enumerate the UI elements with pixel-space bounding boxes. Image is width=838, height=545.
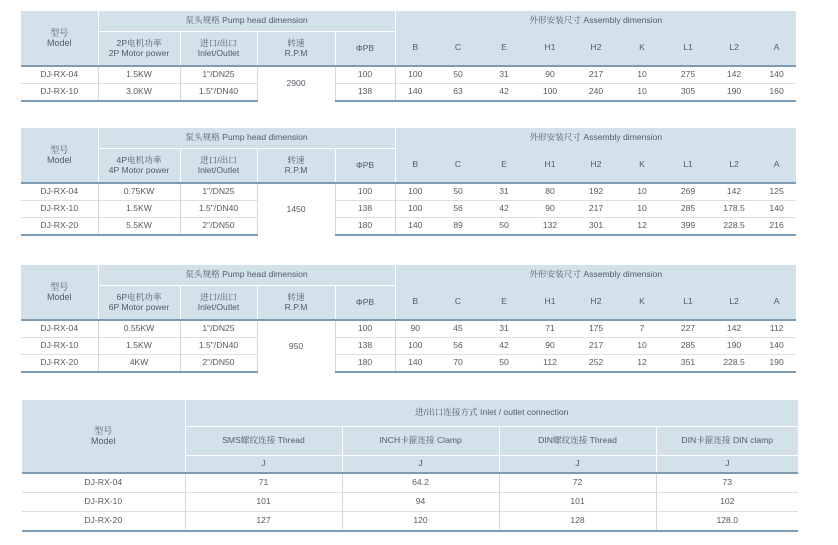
dim-header: ΦPB (335, 32, 395, 67)
motor-power-cn: 6P电机功率 (116, 291, 162, 302)
cell-value: 90 (395, 320, 435, 338)
inlet-cn: 进口/出口 (200, 37, 237, 48)
pump-head-title: 泵头规格 Pump head dimension (98, 265, 395, 286)
dim-header: ΦPB (335, 149, 395, 184)
cell-value: 7 (619, 320, 665, 338)
cell-value: 142 (711, 66, 757, 84)
dim-header: L2 (711, 149, 757, 184)
cell-value: 216 (757, 218, 796, 236)
cell-value: 175 (573, 320, 619, 338)
cell-value: 90 (527, 338, 573, 355)
cell-value: 100 (335, 183, 395, 201)
cell-model: DJ-RX-04 (21, 66, 98, 84)
table-row (21, 201, 796, 218)
motor-power-header (98, 286, 180, 321)
cell-value: 42 (481, 84, 527, 102)
cell-inlet: 1"/DN25 (180, 183, 257, 201)
dim-header: E (481, 286, 527, 321)
dim-header: L2 (711, 32, 757, 67)
cell-value: 180 (335, 218, 395, 236)
cell-value: 10 (619, 66, 665, 84)
cell-value: 100 (395, 66, 435, 84)
cell-value: 10 (619, 183, 665, 201)
cell-value: 140 (757, 338, 796, 355)
cell-model: DJ-RX-04 (22, 473, 185, 493)
cell-value: 73 (656, 473, 798, 493)
cell-model: DJ-RX-20 (22, 512, 185, 532)
cell-value: 56 (435, 201, 481, 218)
table-row (21, 218, 796, 236)
cell-value: 190 (711, 338, 757, 355)
cell-inlet: 1.5"/DN40 (180, 338, 257, 355)
motor-power-en: 2P Motor power (108, 47, 170, 58)
dim-header: K (619, 286, 665, 321)
cell-value: 217 (573, 66, 619, 84)
dim-header: A (757, 149, 796, 184)
cell-inlet: 1.5"/DN40 (180, 201, 257, 218)
cell-value: 192 (573, 183, 619, 201)
cell-value: 112 (757, 320, 796, 338)
inlet-en: Inlet/Outlet (197, 301, 240, 312)
cell-value: 12 (619, 218, 665, 236)
cell-value: 128 (499, 512, 656, 532)
table-row (22, 512, 798, 532)
cell-value: 228.5 (711, 218, 757, 236)
model-label-en: Model (46, 155, 72, 165)
cell-inlet: 2"/DN50 (180, 355, 257, 373)
table-row (21, 66, 796, 84)
cell-value: 100 (395, 183, 435, 201)
model-label-en: Model (46, 38, 72, 48)
dim-header: E (481, 149, 527, 184)
cell-value: 72 (499, 473, 656, 493)
cell-value: 100 (395, 338, 435, 355)
motor-power-header (98, 149, 180, 184)
dim-header: E (481, 32, 527, 67)
speed-cn: 转速 (287, 154, 305, 165)
cell-value: 269 (665, 183, 711, 201)
cell-inlet: 1.5"/DN40 (180, 84, 257, 102)
cell-value: 142 (711, 183, 757, 201)
motor-dimension-table (21, 128, 796, 236)
model-label-cn: 型号 (50, 281, 69, 292)
cell-model: DJ-RX-20 (21, 355, 98, 373)
connection-unit: J (656, 456, 798, 474)
table-row (22, 473, 798, 493)
speed-en: R.P.M (284, 301, 308, 312)
cell-value: 227 (665, 320, 711, 338)
cell-value: 125 (757, 183, 796, 201)
dim-header: K (619, 32, 665, 67)
dim-header: B (395, 32, 435, 67)
dim-header: H2 (573, 149, 619, 184)
cell-inlet: 1"/DN25 (180, 66, 257, 84)
cell-power: 1.5KW (98, 338, 180, 355)
cell-value: 64.2 (342, 473, 499, 493)
model-label-cn: 型号 (50, 27, 69, 38)
cell-value: 160 (757, 84, 796, 102)
dim-header: L1 (665, 32, 711, 67)
cell-value: 127 (185, 512, 342, 532)
connection-unit: J (499, 456, 656, 474)
dim-header: L1 (665, 286, 711, 321)
cell-model: DJ-RX-10 (21, 338, 98, 355)
cell-value: 56 (435, 338, 481, 355)
cell-value: 101 (185, 493, 342, 512)
connection-col-din-clamp: DIN卡箍连接 DIN clamp (656, 427, 798, 456)
connection-model-cn: 型号 (94, 425, 113, 436)
dim-header: H1 (527, 32, 573, 67)
cell-model: DJ-RX-04 (21, 320, 98, 338)
cell-value: 80 (527, 183, 573, 201)
cell-value: 142 (711, 320, 757, 338)
connection-col-din-thread: DIN螺纹连接 Thread (499, 427, 656, 456)
speed-cn: 转速 (287, 37, 305, 48)
cell-value: 305 (665, 84, 711, 102)
cell-value: 351 (665, 355, 711, 373)
cell-model: DJ-RX-10 (21, 84, 98, 102)
cell-value: 31 (481, 183, 527, 201)
cell-value: 138 (335, 338, 395, 355)
pump-head-title: 泵头规格 Pump head dimension (98, 128, 395, 149)
cell-value: 70 (435, 355, 481, 373)
cell-value: 50 (481, 218, 527, 236)
cell-value: 42 (481, 338, 527, 355)
cell-value: 132 (527, 218, 573, 236)
cell-value: 112 (527, 355, 573, 373)
dim-header: H2 (573, 32, 619, 67)
cell-value: 140 (395, 218, 435, 236)
connection-model-header (22, 400, 185, 473)
connection-title: 进/出口连接方式 Inlet / outlet connection (185, 400, 798, 427)
connection-table (22, 400, 798, 532)
cell-value: 31 (481, 320, 527, 338)
dim-header: C (435, 286, 481, 321)
cell-value: 128.0 (656, 512, 798, 532)
motor-dimension-table (21, 265, 796, 373)
dim-header: H1 (527, 286, 573, 321)
speed-en: R.P.M (284, 164, 308, 175)
table-row (21, 320, 796, 338)
cell-power: 1.5KW (98, 66, 180, 84)
cell-power: 3.0KW (98, 84, 180, 102)
motor-power-cn: 2P电机功率 (116, 37, 162, 48)
assembly-title: 外形安装尺寸 Assembly dimension (395, 11, 796, 32)
speed-header (257, 32, 335, 67)
cell-value: 42 (481, 201, 527, 218)
inlet-cn: 进口/出口 (200, 291, 237, 302)
inlet-outlet-header (180, 286, 257, 321)
model-header (21, 128, 98, 183)
dim-header: L2 (711, 286, 757, 321)
cell-value: 45 (435, 320, 481, 338)
cell-model: DJ-RX-20 (21, 218, 98, 236)
speed-header (257, 286, 335, 321)
cell-value: 120 (342, 512, 499, 532)
dim-header: L1 (665, 149, 711, 184)
cell-value: 217 (573, 201, 619, 218)
cell-power: 4KW (98, 355, 180, 373)
cell-value: 301 (573, 218, 619, 236)
cell-rpm: 950 (257, 320, 335, 372)
connection-unit: J (342, 456, 499, 474)
cell-value: 102 (656, 493, 798, 512)
pump-head-title: 泵头规格 Pump head dimension (98, 11, 395, 32)
cell-value: 10 (619, 201, 665, 218)
motor-dimension-table (21, 11, 796, 102)
dim-header: C (435, 32, 481, 67)
speed-en: R.P.M (284, 47, 308, 58)
cell-inlet: 2"/DN50 (180, 218, 257, 236)
motor-power-cn: 4P电机功率 (116, 154, 162, 165)
cell-value: 178.5 (711, 201, 757, 218)
cell-value: 275 (665, 66, 711, 84)
dim-header: A (757, 32, 796, 67)
cell-power: 1.5KW (98, 201, 180, 218)
model-header (21, 11, 98, 66)
cell-value: 12 (619, 355, 665, 373)
cell-value: 140 (395, 84, 435, 102)
cell-value: 285 (665, 338, 711, 355)
cell-model: DJ-RX-10 (22, 493, 185, 512)
cell-rpm: 2900 (257, 66, 335, 101)
cell-value: 89 (435, 218, 481, 236)
inlet-en: Inlet/Outlet (197, 164, 240, 175)
cell-value: 90 (527, 201, 573, 218)
cell-value: 101 (499, 493, 656, 512)
speed-header (257, 149, 335, 184)
connection-model-en: Model (90, 436, 116, 446)
cell-value: 10 (619, 84, 665, 102)
cell-value: 100 (335, 320, 395, 338)
cell-value: 71 (185, 473, 342, 493)
cell-value: 71 (527, 320, 573, 338)
cell-value: 10 (619, 338, 665, 355)
table-row (21, 84, 796, 102)
assembly-title: 外形安装尺寸 Assembly dimension (395, 128, 796, 149)
cell-power: 0.55KW (98, 320, 180, 338)
cell-model: DJ-RX-10 (21, 201, 98, 218)
cell-value: 228.5 (711, 355, 757, 373)
cell-value: 50 (435, 66, 481, 84)
cell-value: 90 (527, 66, 573, 84)
cell-model: DJ-RX-04 (21, 183, 98, 201)
cell-value: 63 (435, 84, 481, 102)
assembly-title: 外形安装尺寸 Assembly dimension (395, 265, 796, 286)
inlet-cn: 进口/出口 (200, 154, 237, 165)
dim-header: A (757, 286, 796, 321)
dim-header: ΦPB (335, 286, 395, 321)
cell-value: 240 (573, 84, 619, 102)
dim-header: B (395, 149, 435, 184)
table-row (21, 183, 796, 201)
table-row (21, 338, 796, 355)
cell-inlet: 1"/DN25 (180, 320, 257, 338)
cell-value: 100 (527, 84, 573, 102)
cell-value: 138 (335, 84, 395, 102)
cell-value: 138 (335, 201, 395, 218)
dim-header: K (619, 149, 665, 184)
cell-value: 190 (711, 84, 757, 102)
table-row (22, 493, 798, 512)
motor-power-en: 4P Motor power (108, 164, 170, 175)
cell-value: 50 (481, 355, 527, 373)
cell-value: 190 (757, 355, 796, 373)
cell-value: 285 (665, 201, 711, 218)
inlet-outlet-header (180, 149, 257, 184)
connection-unit: J (185, 456, 342, 474)
cell-value: 100 (395, 201, 435, 218)
dim-header: C (435, 149, 481, 184)
dim-header: H1 (527, 149, 573, 184)
cell-value: 50 (435, 183, 481, 201)
model-label-cn: 型号 (50, 144, 69, 155)
cell-rpm: 1450 (257, 183, 335, 235)
connection-col-inch: INCH卡箍连接 Clamp (342, 427, 499, 456)
motor-power-en: 6P Motor power (108, 301, 170, 312)
inlet-outlet-header (180, 32, 257, 67)
dim-header: B (395, 286, 435, 321)
dim-header: H2 (573, 286, 619, 321)
motor-power-header (98, 32, 180, 67)
inlet-en: Inlet/Outlet (197, 47, 240, 58)
speed-cn: 转速 (287, 291, 305, 302)
cell-value: 94 (342, 493, 499, 512)
model-label-en: Model (46, 292, 72, 302)
cell-value: 140 (757, 66, 796, 84)
table-row (21, 355, 796, 373)
cell-value: 399 (665, 218, 711, 236)
cell-power: 0.75KW (98, 183, 180, 201)
connection-col-sms: SMS螺纹连接 Thread (185, 427, 342, 456)
cell-value: 217 (573, 338, 619, 355)
cell-value: 140 (757, 201, 796, 218)
cell-value: 252 (573, 355, 619, 373)
cell-value: 180 (335, 355, 395, 373)
cell-value: 100 (335, 66, 395, 84)
cell-value: 31 (481, 66, 527, 84)
model-header (21, 265, 98, 320)
cell-power: 5.5KW (98, 218, 180, 236)
cell-value: 140 (395, 355, 435, 373)
